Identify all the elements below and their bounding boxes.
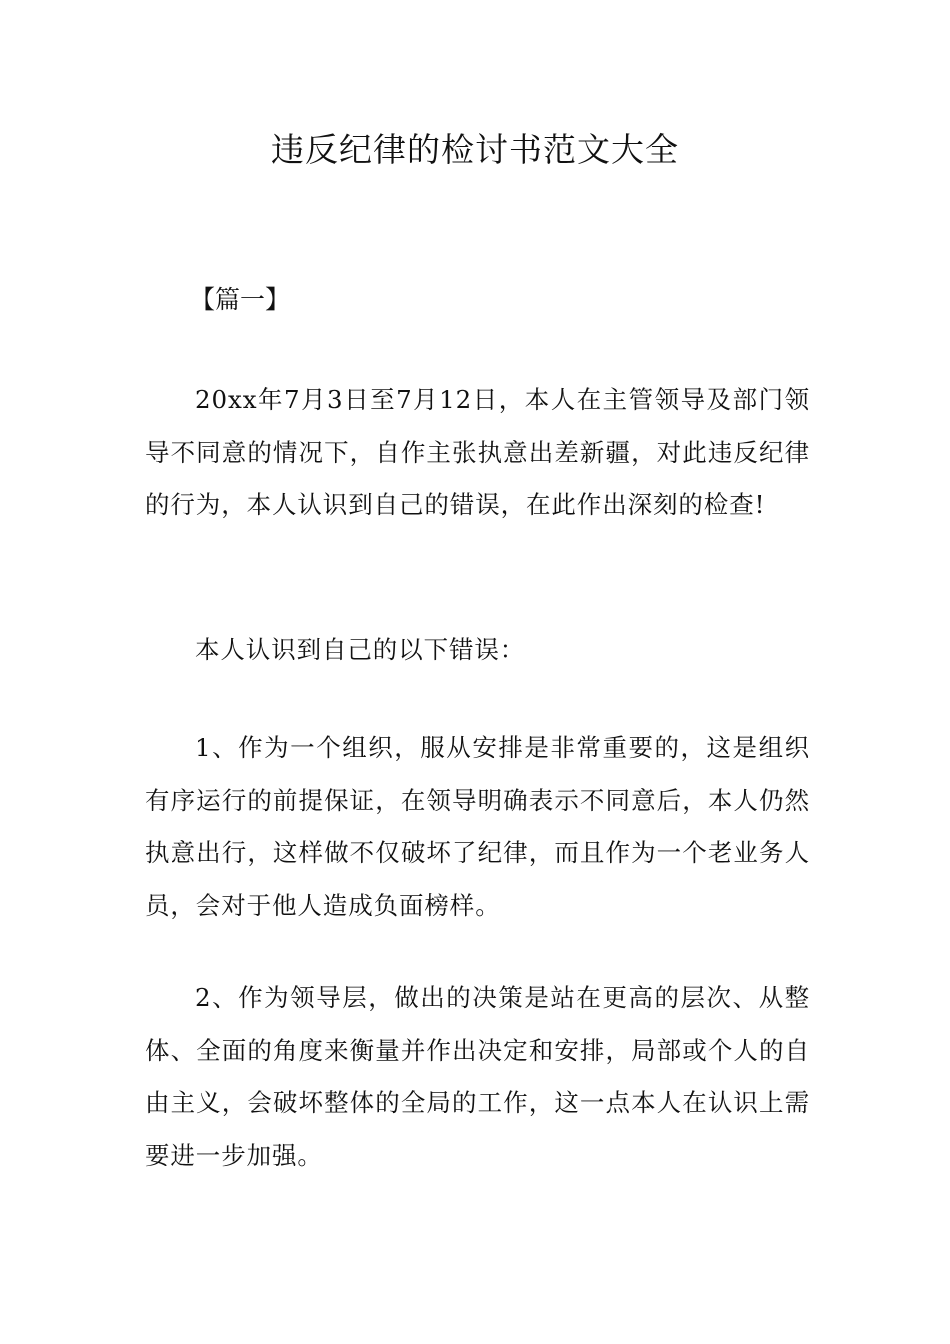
paragraph-intro: 20xx年7月3日至7月12日，本人在主管领导及部门领导不同意的情况下，自作主张执意出差新疆，对此违反纪律的行为，本人认识到自己的错误，在此作出深刻的检查! (145, 385, 810, 519)
paragraph-point-1: 1、作为一个组织，服从安排是非常重要的，这是组织有序运行的前提保证，在领导明确表示不同意后，本人仍然执意出行，这样做不仅破坏了纪律，而且作为一个老业务人员，会对于他人造成负面榜样。 (145, 733, 810, 920)
paragraph-errors-lead: 本人认识到自己的以下错误： (195, 635, 526, 664)
paragraph-point-2: 2、作为领导层，做出的决策是站在更高的层次、从整体、全面的角度来衡量并作出决定和安排，局部或个人的自由主义，会破坏整体的全局的工作，这一点本人在认识上需要进一步加强。 (145, 983, 810, 1170)
section-heading: 【篇一】 (190, 285, 291, 314)
document-title: 违反纪律的检讨书范文大全 (271, 130, 679, 169)
